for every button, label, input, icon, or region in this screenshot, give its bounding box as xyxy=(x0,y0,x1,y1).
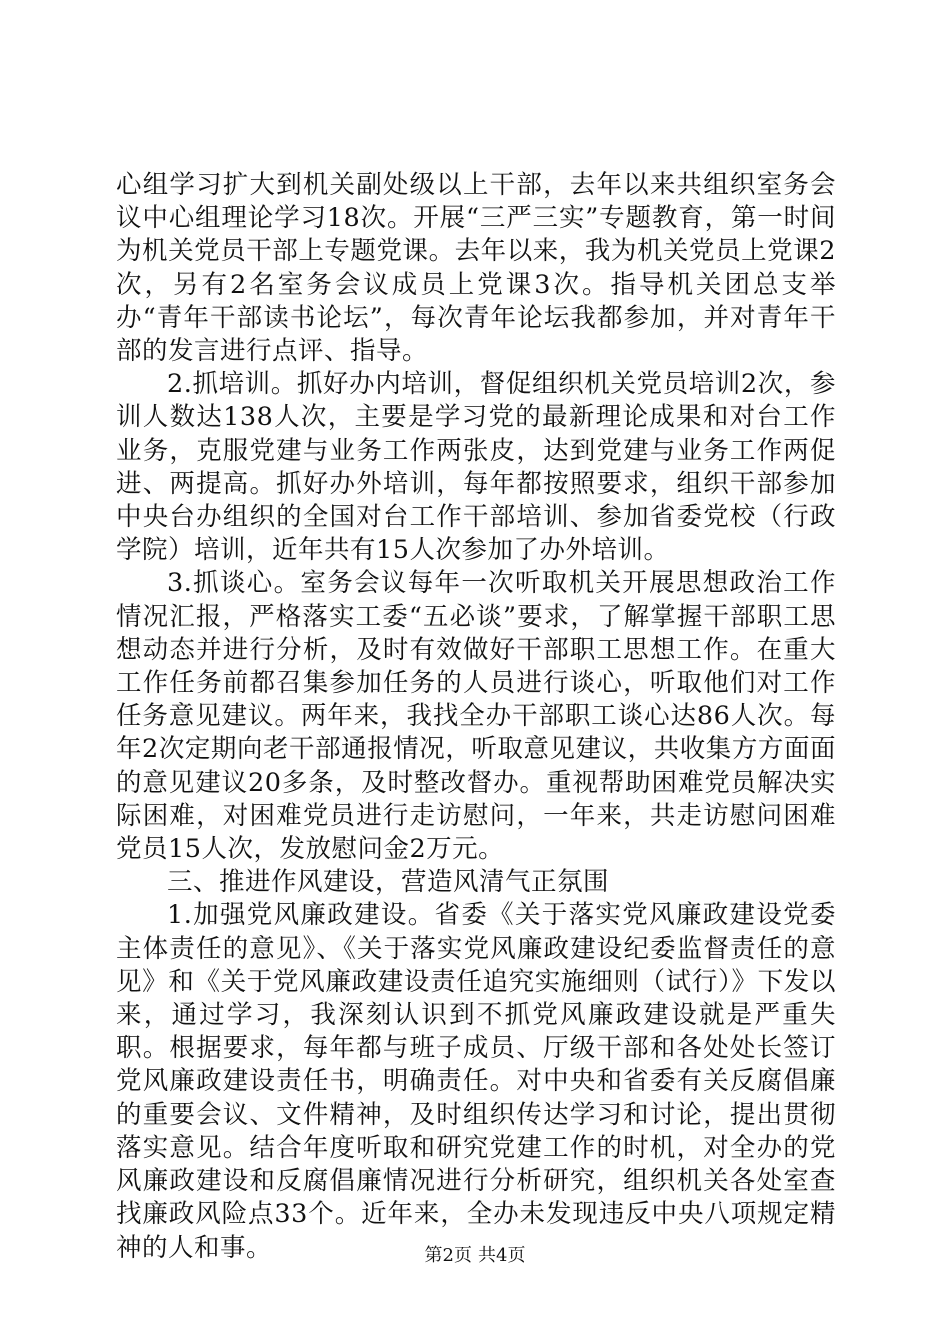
section-heading: 三、推进作风建设，营造风清气正氛围 xyxy=(167,867,610,898)
paragraph: 心组学习扩大到机关副处级以上干部，去年以来共组织室务会议中心组理论学习18次。开展“三严三实”专题教育，第一时间为机关党员干部上专题党课。去年以来，我为机关党员上党课2次，另有2名室务会议成员上党课3次。指导机关团总支举办“青年干部读书论坛”，每次青年论坛我都参加，并对青年干部的发言进行点评、指导。 xyxy=(116,170,836,367)
paragraph: 3.抓谈心。室务会议每年一次听取机关开展思想政治工作情况汇报，严格落实工委“五必谈”要求，了解掌握干部职工思想动态并进行分析，及时有效做好干部职工思想工作。在重大工作任务前都召集参加任务的人员进行谈心，听取他们对工作任务意见建议。两年来，我找全办干部职工谈心达86人次。每年2次定期向老干部通报情况，听取意见建议，共收集方方面面的意见建议20多条，及时整改督办。重视帮助困难党员解决实际困难，对困难党员进行走访慰问，一年来，共走访慰问困难党员15人次，发放慰问金2万元。 xyxy=(116,568,836,865)
document-body xyxy=(116,169,836,1265)
paragraph: 1.加强党风廉政建设。省委《关于落实党风廉政建设党委主体责任的意见》、《关于落实党风廉政建设纪委监督责任的意见》和《关于党风廉政建设责任追究实施细则（试行）》下发以来，通过学习，我深刻认识到不抓党风廉政建设就是严重失职。根据要求，每年都与班子成员、厅级干部和各处处长签订党风廉政建设责任书，明确责任。对中央和省委有关反腐倡廉的重要会议、文件精神，及时组织传达学习和讨论，提出贯彻落实意见。结合年度听取和研究党建工作的时机，对全办的党风廉政建设和反腐倡廉情况进行分析研究，组织机关各处室查找廉政风险点33个。近年来，全办未发现违反中央八项规定精神的人和事。 xyxy=(116,900,836,1263)
page-footer xyxy=(0,1244,950,1268)
paragraph: 2.抓培训。抓好办内培训，督促组织机关党员培训2次，参训人数达138人次，主要是学习党的最新理论成果和对台工作业务，克服党建与业务工作两张皮，达到党建与业务工作两促进、两提高。抓好办外培训，每年都按照要求，组织干部参加中央台办组织的全国对台工作干部培训、参加省委党校（行政学院）培训，近年共有15人次参加了办外培训。 xyxy=(116,369,836,566)
page-total: 共4页 xyxy=(478,1245,526,1266)
page-number: 第2页 xyxy=(424,1245,472,1266)
